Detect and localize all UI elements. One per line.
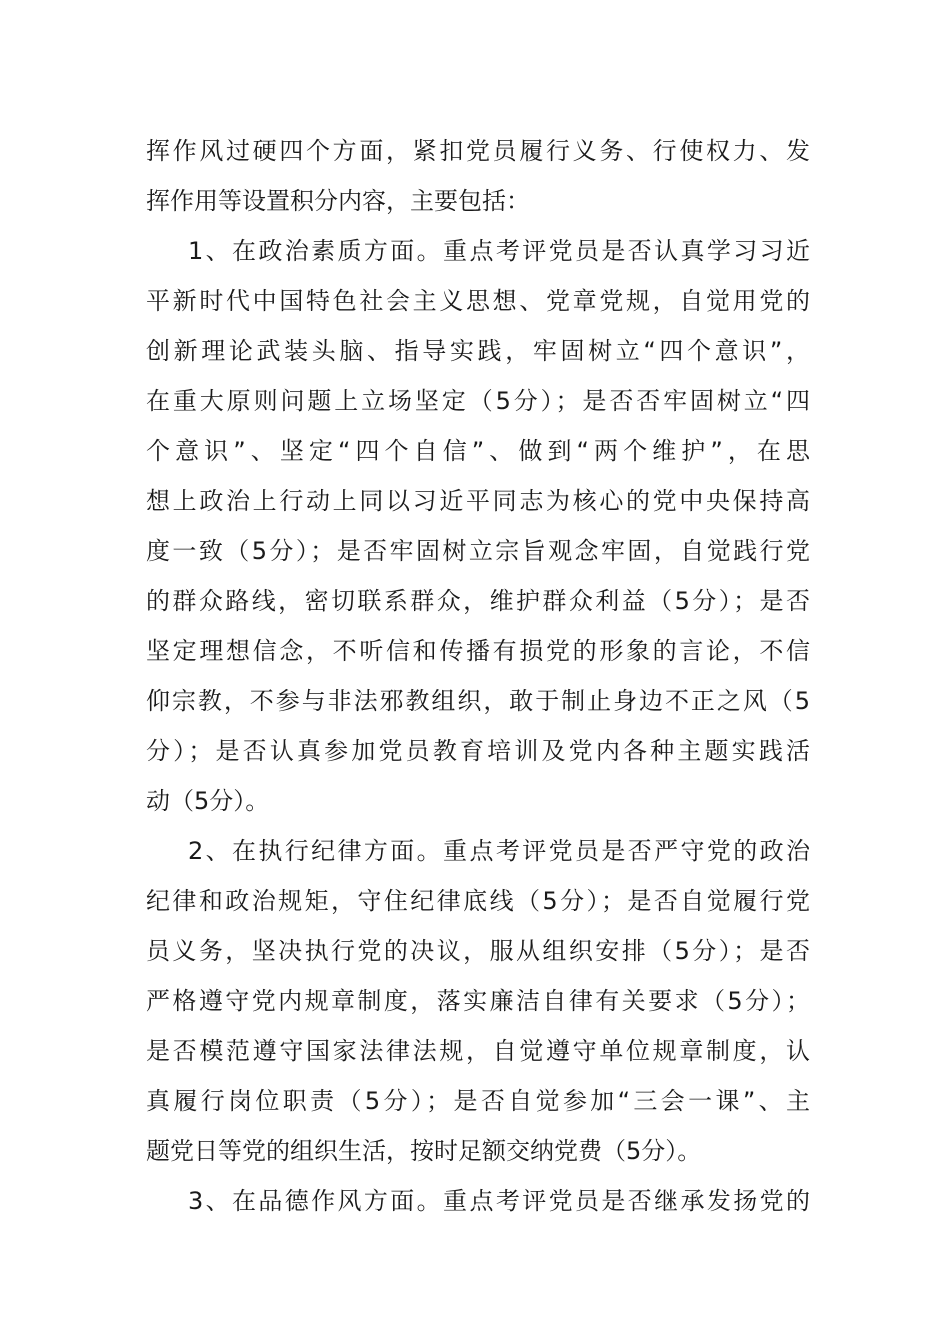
text-line-1: 挥作风过硬四个方面，紧扣党员履行义务、行使权力、发	[146, 137, 810, 165]
text-line-13: 分）；是否认真参加党员教育培训及党内各种主题实践活	[146, 737, 810, 765]
text-line-10: 的群众路线，密切联系群众，维护群众利益（5分）；是否	[146, 587, 810, 615]
text-line-8: 想上政治上行动上同以习近平同志为核心的党中央保持高	[146, 487, 810, 515]
text-line-21: 题党日等党的组织生活，按时足额交纳党费（5分）。	[146, 1137, 702, 1165]
text-line-5: 创新理论武装头脑、指导实践，牢固树立“四个意识”，	[146, 337, 810, 365]
paragraph-1-heading-line: 1、在政治素质方面。重点考评党员是否认真学习习近	[188, 237, 810, 265]
text-line-7: 个意识”、坚定“四个自信”、做到“两个维护”，在思	[146, 437, 810, 465]
text-line-16: 纪律和政治规矩，守住纪律底线（5分）；是否自觉履行党	[146, 887, 810, 915]
paragraph-3-heading-line: 3、在品德作风方面。重点考评党员是否继承发扬党的	[188, 1187, 810, 1215]
paragraph-2-heading-line: 2、在执行纪律方面。重点考评党员是否严守党的政治	[188, 837, 810, 865]
text-line-2: 挥作用等设置积分内容，主要包括：	[146, 187, 530, 215]
text-line-12: 仰宗教，不参与非法邪教组织，敢于制止身边不正之风（5	[146, 687, 810, 715]
text-line-9: 度一致（5分）；是否牢固树立宗旨观念牢固，自觉践行党	[146, 537, 810, 565]
text-line-19: 是否模范遵守国家法律法规，自觉遵守单位规章制度，认	[146, 1037, 810, 1065]
text-line-18: 严格遵守党内规章制度，落实廉洁自律有关要求（5分）；	[146, 987, 810, 1015]
text-line-20: 真履行岗位职责（5分）；是否自觉参加“三会一课”、主	[146, 1087, 810, 1115]
text-line-6: 在重大原则问题上立场坚定（5分）；是否否牢固树立“四	[146, 387, 810, 415]
text-line-4: 平新时代中国特色社会主义思想、党章党规，自觉用党的	[146, 287, 810, 315]
text-line-17: 员义务，坚决执行党的决议，服从组织安排（5分）；是否	[146, 937, 810, 965]
text-line-11: 坚定理想信念，不听信和传播有损党的形象的言论，不信	[146, 637, 810, 665]
text-line-14: 动（5分）。	[146, 787, 270, 815]
